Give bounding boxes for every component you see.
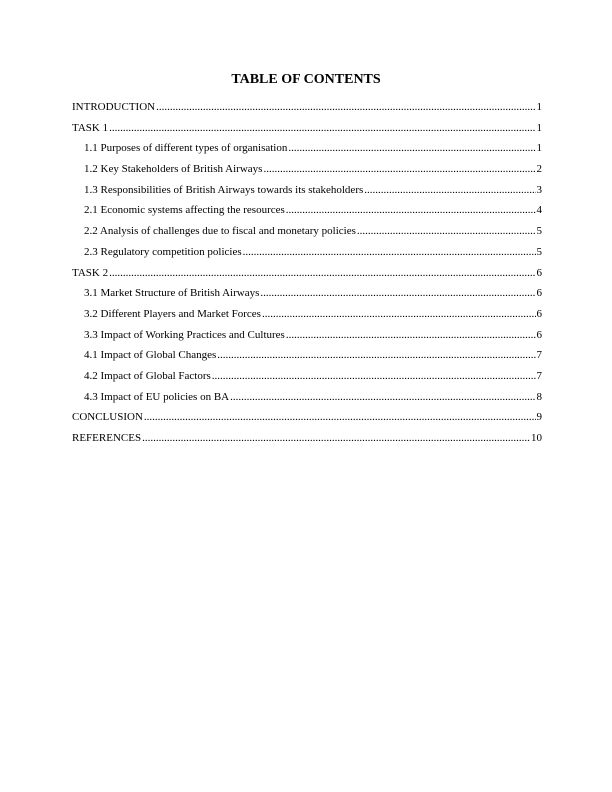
toc-entry[interactable] xyxy=(72,328,542,349)
toc-entry-label: CONCLUSION xyxy=(72,411,143,424)
toc-entry-page: 4 xyxy=(536,204,542,217)
toc-entry[interactable] xyxy=(72,203,542,224)
toc-entry-label: 4.1 Impact of Global Changes xyxy=(84,349,217,362)
toc-entry-label: 4.2 Impact of Global Factors xyxy=(84,369,211,382)
toc-entry[interactable] xyxy=(72,100,542,121)
toc-entry-page: 7 xyxy=(536,369,542,382)
toc-entry[interactable] xyxy=(72,266,542,287)
toc-entry-page: 6 xyxy=(536,266,542,279)
toc-entry[interactable] xyxy=(72,410,542,431)
toc-entry-page: 6 xyxy=(536,307,542,320)
toc-entry-label: 3.2 Different Players and Market Forces xyxy=(84,307,261,320)
toc-entry-page: 3 xyxy=(536,183,542,196)
toc-list xyxy=(72,100,542,452)
toc-dot-leader xyxy=(286,328,536,342)
toc-entry-page: 1 xyxy=(536,101,542,113)
toc-entry-page: 5 xyxy=(536,225,542,238)
toc-title: TABLE OF CONTENTS xyxy=(231,72,381,87)
toc-entry-page: 7 xyxy=(536,349,542,362)
toc-entry[interactable] xyxy=(72,286,542,307)
toc-entry-label: 1.3 Responsibilities of British Airways towards its stakeholders xyxy=(84,183,364,196)
toc-entry-page: 8 xyxy=(536,390,542,403)
toc-entry-label: 2.1 Economic systems affecting the resources xyxy=(84,204,285,217)
toc-dot-leader xyxy=(156,100,535,114)
toc-entry-label: TASK 2 xyxy=(72,266,109,279)
toc-dot-leader xyxy=(286,203,536,217)
toc-entry-page: 10 xyxy=(531,432,542,444)
toc-entry[interactable] xyxy=(72,245,542,266)
toc-dot-leader xyxy=(364,183,535,197)
toc-entry[interactable] xyxy=(72,121,542,142)
toc-entry[interactable] xyxy=(72,348,542,369)
toc-entry-label: INTRODUCTION xyxy=(72,101,156,113)
toc-entry-label: 3.1 Market Structure of British Airways xyxy=(84,287,260,300)
toc-entry-label: 2.3 Regulatory competition policies xyxy=(84,245,242,258)
toc-entry-label: 1.1 Purposes of different types of organisation xyxy=(84,142,288,155)
toc-entry-page: 5 xyxy=(536,245,542,258)
toc-dot-leader xyxy=(262,307,536,321)
toc-entry-label: 2.2 Analysis of challenges due to fiscal and monetary policies xyxy=(84,225,356,238)
toc-entry[interactable] xyxy=(72,162,542,183)
toc-entry-label: 3.3 Impact of Working Practices and Cultures xyxy=(84,328,285,341)
toc-entry-label: REFERENCES xyxy=(72,432,142,444)
toc-entry[interactable] xyxy=(72,390,542,411)
toc-entry[interactable] xyxy=(72,307,542,328)
toc-entry[interactable] xyxy=(72,224,542,245)
toc-entry-label: 4.3 Impact of EU policies on BA xyxy=(84,390,230,403)
toc-entry-page: 1 xyxy=(536,121,542,134)
toc-dot-leader xyxy=(263,162,535,176)
toc-dot-leader xyxy=(357,224,536,238)
toc-entry[interactable] xyxy=(72,369,542,390)
toc-entry-page: 6 xyxy=(536,287,542,300)
toc-entry-label: 1.2 Key Stakeholders of British Airways xyxy=(84,163,263,176)
toc-entry-label: TASK 1 xyxy=(72,121,109,134)
toc-dot-leader xyxy=(144,410,536,424)
toc-dot-leader xyxy=(109,266,535,280)
toc-entry-page: 6 xyxy=(536,328,542,341)
toc-dot-leader xyxy=(212,369,536,383)
toc-dot-leader xyxy=(142,431,530,445)
toc-dot-leader xyxy=(260,286,535,300)
toc-dot-leader xyxy=(230,390,535,404)
toc-entry-page: 1 xyxy=(536,142,542,155)
toc-dot-leader xyxy=(217,348,535,362)
toc-entry[interactable] xyxy=(72,431,542,452)
toc-dot-leader xyxy=(243,245,536,259)
toc-entry-page: 2 xyxy=(536,163,542,176)
toc-dot-leader xyxy=(288,141,535,155)
toc-entry[interactable] xyxy=(72,183,542,204)
toc-dot-leader xyxy=(109,121,535,135)
toc-entry[interactable] xyxy=(72,141,542,162)
toc-entry-page: 9 xyxy=(536,411,542,424)
